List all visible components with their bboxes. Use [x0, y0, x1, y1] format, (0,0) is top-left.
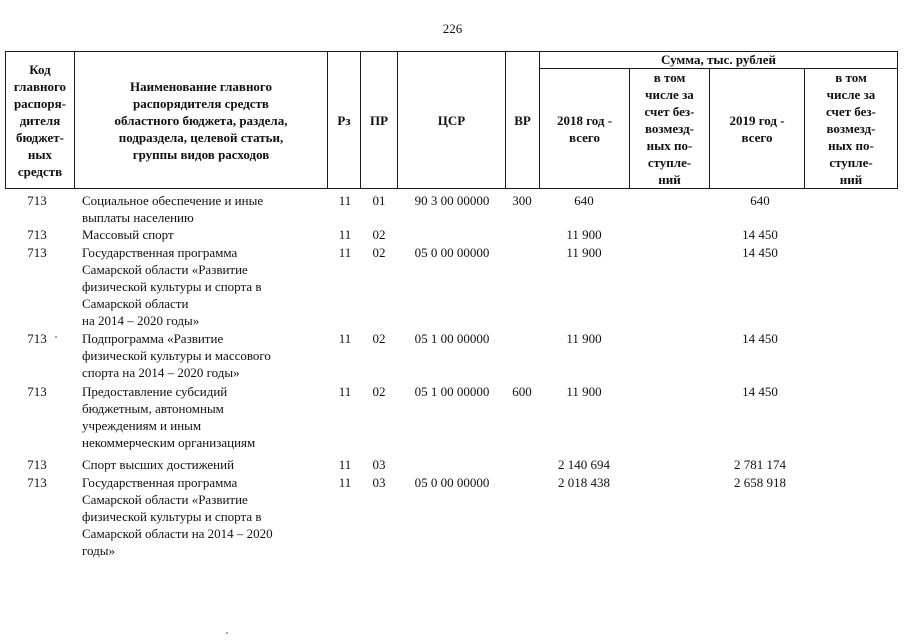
- row-code: 713: [27, 384, 47, 399]
- row-name: Государственная программа Самарской области «Развитие физической культуры и спорта в Самарской области на 2014 – 2020 годы»: [82, 245, 262, 328]
- header-code: Код главного распоря- дителя бюджет- ных средств: [13, 61, 67, 179]
- row-2019: 2 781 174: [734, 457, 786, 472]
- row-pr: 02: [372, 384, 386, 399]
- row-2018: 2 018 438: [558, 475, 610, 490]
- row-2018: 11 900: [566, 331, 602, 346]
- row-rz: 11: [338, 475, 352, 490]
- row-code: 713: [27, 227, 47, 242]
- row-2019: 14 450: [742, 245, 778, 260]
- row-pr: 02: [372, 331, 386, 346]
- row-2018: 11 900: [566, 384, 602, 399]
- header-2019-total: 2019 год - всего: [729, 112, 785, 145]
- header-pr: ПР: [369, 112, 389, 128]
- header-vr: ВР: [514, 112, 531, 128]
- row-code: 713: [27, 245, 47, 260]
- scan-speck: [55, 336, 57, 338]
- row-pr: 03: [372, 457, 386, 472]
- header-2018-total: 2018 год - всего: [556, 112, 613, 145]
- row-2018: 2 140 694: [558, 457, 610, 472]
- row-2018: 11 900: [566, 227, 602, 242]
- row-csr: 05 1 00 00000: [414, 331, 490, 346]
- header-2019-free: в том числе за счет без- возмезд- ных по- ступле- ний: [826, 70, 876, 187]
- row-name: Предоставление субсидий бюджетным, автономным учреждениям и иным некоммерческим организациям: [82, 384, 256, 450]
- header-sum: Сумма, тыс. рублей: [661, 52, 776, 67]
- row-csr: 05 0 00 00000: [414, 475, 490, 490]
- row-pr: 01: [372, 193, 386, 208]
- row-rz: 11: [338, 227, 352, 242]
- row-rz: 11: [338, 331, 352, 346]
- row-csr: 05 1 00 00000: [414, 384, 490, 399]
- row-vr: 600: [512, 384, 532, 399]
- page-number: 226: [442, 21, 463, 36]
- row-code: 713: [27, 331, 47, 346]
- row-code: 713: [27, 475, 47, 490]
- row-2019: 14 450: [742, 331, 778, 346]
- row-rz: 11: [338, 245, 352, 260]
- row-rz: 11: [338, 384, 352, 399]
- row-csr: 05 0 00 00000: [414, 245, 490, 260]
- row-vr: 300: [512, 193, 532, 208]
- row-rz: 11: [338, 193, 352, 208]
- header-csr: ЦСР: [437, 112, 466, 128]
- row-pr: 03: [372, 475, 386, 490]
- row-name: Подпрограмма «Развитие физической культуры и массового спорта на 2014 – 2020 годы»: [82, 331, 271, 380]
- header-2018-free: в том числе за счет без- возмезд- ных по- ступле- ний: [644, 70, 695, 187]
- table-header: [5, 51, 898, 189]
- header-rz: Рз: [337, 112, 351, 128]
- row-2019: 640: [750, 193, 770, 208]
- row-pr: 02: [372, 227, 386, 242]
- row-2019: 14 450: [742, 227, 778, 242]
- header-name: Наименование главного распорядителя средств областного бюджета, раздела, подраздела, целевой статьи, группы видов расходов: [114, 78, 288, 162]
- row-name: Социальное обеспечение и иные выплаты населению: [82, 193, 264, 225]
- row-code: 713: [27, 457, 47, 472]
- row-csr: 90 3 00 00000: [414, 193, 490, 208]
- row-pr: 02: [372, 245, 386, 260]
- row-2019: 2 658 918: [734, 475, 786, 490]
- row-2018: 11 900: [566, 245, 602, 260]
- row-name: Государственная программа Самарской области «Развитие физической культуры и спорта в Самарской области на 2014 – 2020 годы»: [82, 475, 273, 558]
- row-2019: 14 450: [742, 384, 778, 399]
- row-name: Массовый спорт: [82, 227, 174, 242]
- scan-speck: [226, 632, 228, 634]
- row-2018: 640: [574, 193, 594, 208]
- row-rz: 11: [338, 457, 352, 472]
- row-code: 713: [27, 193, 47, 208]
- row-name: Спорт высших достижений: [82, 457, 235, 472]
